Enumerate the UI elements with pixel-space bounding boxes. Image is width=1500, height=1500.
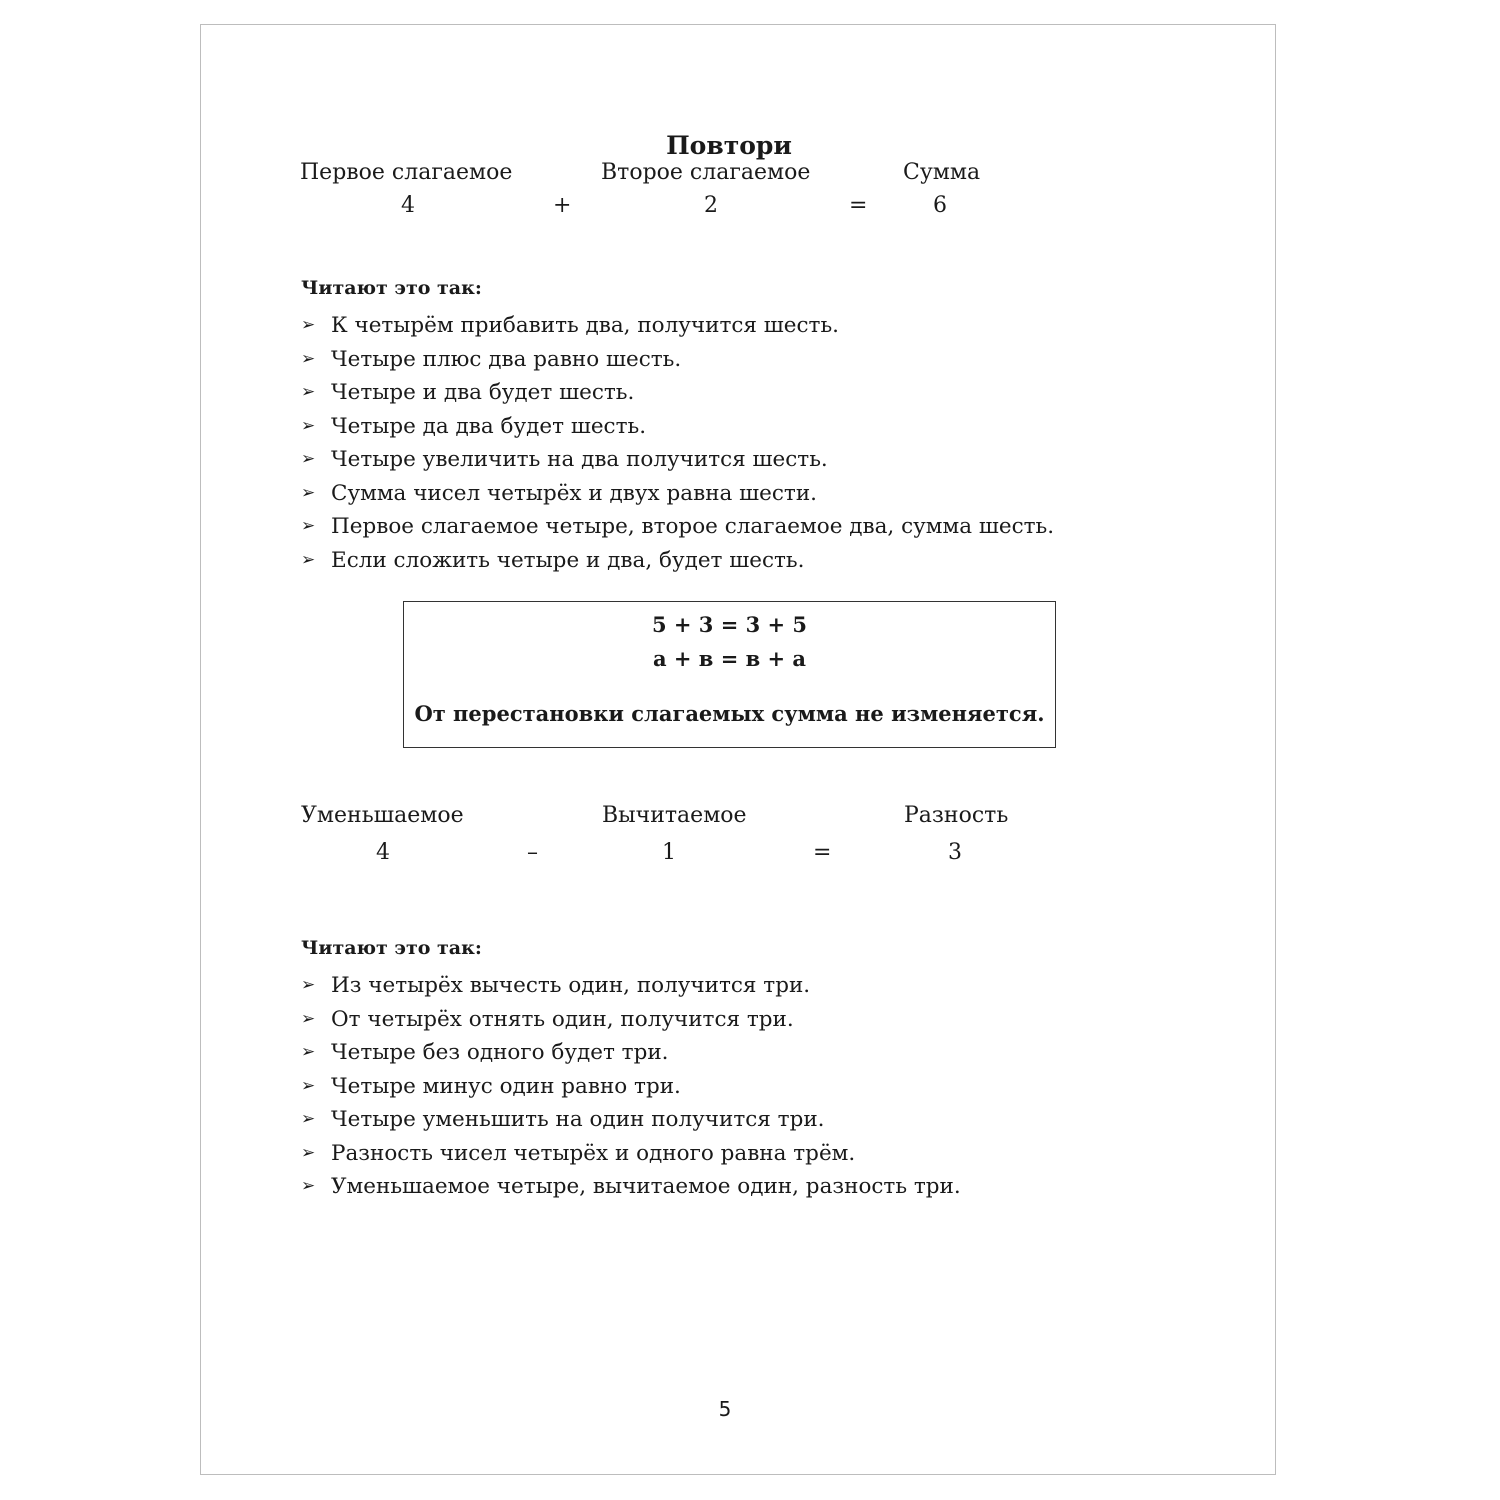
- arrowhead-bullet-icon: ➢: [301, 482, 316, 503]
- list-item: ➢ Четыре уменьшить на один получится три.: [301, 1107, 825, 1132]
- arrowhead-bullet-icon: ➢: [301, 1008, 316, 1029]
- arrowhead-bullet-icon: ➢: [301, 516, 316, 536]
- list-item: ➢ Разность чисел четырёх и одного равна трём.: [301, 1140, 856, 1166]
- arrowhead-bullet-icon: ➢: [301, 449, 316, 469]
- rule-statement: От перестановки слагаемых сумма не изменяется.: [414, 701, 1045, 726]
- subtraction-label-minuend: Уменьшаемое: [301, 803, 464, 828]
- addition-label-second-addend: Второе слагаемое: [601, 160, 811, 185]
- subtraction-label-subtrahend: Вычитаемое: [602, 803, 747, 828]
- subtraction-readings-list: [301, 973, 961, 1208]
- addition-label-sum: Сумма: [903, 160, 981, 185]
- equals-sign-subtraction: =: [813, 840, 832, 865]
- minus-sign: –: [527, 840, 538, 865]
- list-item: ➢ Первое слагаемое четыре, второе слагаемое два, сумма шесть.: [301, 514, 1055, 539]
- subtraction-label-difference: Разность: [904, 803, 1009, 828]
- subtraction-value-minuend: 4: [376, 840, 390, 865]
- arrowhead-bullet-icon: ➢: [301, 415, 316, 436]
- list-item: ➢ Четыре без одного будет три.: [301, 1040, 669, 1065]
- subtraction-value-difference: 3: [948, 840, 962, 865]
- list-item: ➢ Четыре да два будет шесть.: [301, 413, 647, 439]
- arrowhead-bullet-icon: ➢: [301, 382, 316, 402]
- list-item: ➢ Четыре минус один равно три.: [301, 1073, 681, 1099]
- addition-value-second: 2: [704, 193, 718, 218]
- arrowhead-bullet-icon: ➢: [301, 348, 316, 369]
- commutative-rule-box: [403, 601, 1056, 748]
- page-number: 5: [718, 1397, 732, 1421]
- rule-example-numbers: 5 + 3 = 3 + 5: [651, 612, 808, 637]
- list-item: ➢ Из четырёх вычесть один, получится три.: [301, 973, 811, 998]
- arrowhead-bullet-icon: ➢: [301, 1142, 316, 1163]
- reading-heading-subtraction: Читают это так:: [301, 937, 482, 959]
- addition-value-first: 4: [401, 193, 415, 218]
- addition-value-sum: 6: [933, 193, 947, 218]
- list-item: ➢ Четыре увеличить на два получится шесть.: [301, 447, 828, 472]
- arrowhead-bullet-icon: ➢: [301, 1075, 316, 1096]
- list-item: ➢ Уменьшаемое четыре, вычитаемое один, разность три.: [301, 1174, 961, 1199]
- rule-example-letters: а + в = в + а: [652, 646, 807, 671]
- list-item: ➢ К четырём прибавить два, получится шесть.: [301, 313, 839, 338]
- arrowhead-bullet-icon: ➢: [301, 1042, 316, 1062]
- arrowhead-bullet-icon: ➢: [301, 1176, 316, 1196]
- addition-readings-list: [301, 313, 1054, 581]
- list-item: ➢ От четырёх отнять один, получится три.: [301, 1006, 794, 1032]
- equals-sign-addition: =: [849, 193, 868, 218]
- list-item: ➢ Четыре плюс два равно шесть.: [301, 346, 682, 372]
- reading-heading-addition: Читают это так:: [301, 277, 482, 299]
- subtraction-value-subtrahend: 1: [662, 840, 676, 865]
- arrowhead-bullet-icon: ➢: [301, 549, 316, 570]
- list-item: ➢ Сумма чисел четырёх и двух равна шести.: [301, 480, 817, 506]
- arrowhead-bullet-icon: ➢: [301, 1109, 316, 1129]
- textbook-page: [200, 24, 1276, 1475]
- arrowhead-bullet-icon: ➢: [301, 315, 316, 335]
- list-item: ➢ Четыре и два будет шесть.: [301, 380, 635, 405]
- arrowhead-bullet-icon: ➢: [301, 975, 316, 995]
- plus-sign: +: [553, 193, 572, 218]
- list-item: ➢ Если сложить четыре и два, будет шесть.: [301, 547, 805, 573]
- page-title: Повтори: [666, 131, 792, 160]
- addition-label-first-addend: Первое слагаемое: [300, 160, 513, 185]
